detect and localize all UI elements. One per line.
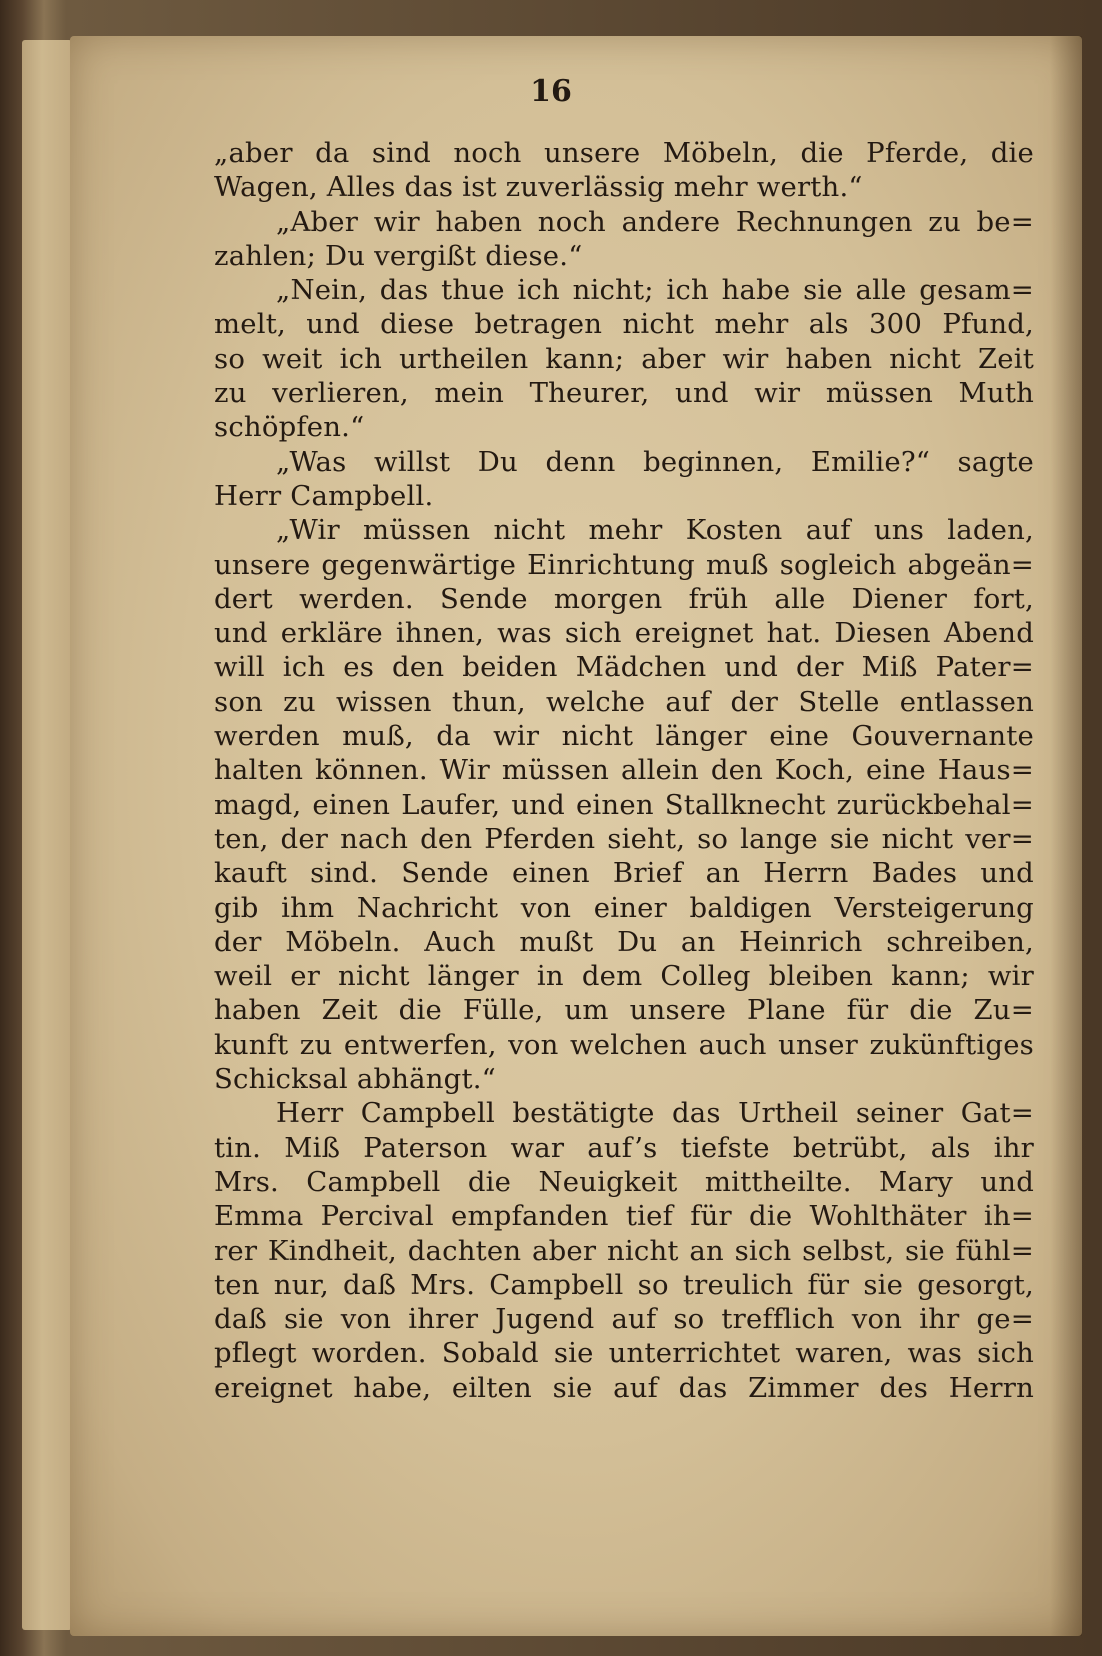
text-line: son zu wissen thun, welche auf der Stelle entlassen	[214, 685, 1034, 718]
page-edge	[22, 40, 72, 1630]
text-line: zahlen; Du vergißt diese.“	[214, 239, 583, 272]
text-line: Mrs. Campbell die Neuigkeit mittheilte. Mary und	[214, 1165, 1034, 1198]
text-line: „Aber wir haben noch andere Rechnungen zu be=	[276, 205, 1034, 238]
text-line: „Wir müssen nicht mehr Kosten auf uns laden,	[276, 514, 1034, 547]
text-line: weil er nicht länger in dem Colleg bleiben kann; wir	[214, 960, 1034, 993]
text-line: zu verlieren, mein Theurer, und wir müssen Muth	[214, 377, 1034, 410]
text-line: ten, der nach den Pferden sieht, so lange sie nicht ver=	[214, 822, 1034, 855]
text-line: daß sie von ihrer Jugend auf so trefflich von ihr ge=	[214, 1303, 1034, 1336]
text-line: so weit ich urtheilen kann; aber wir haben nicht Zeit	[214, 342, 1034, 375]
page-gutter-shadow	[1050, 36, 1082, 1636]
text-line: haben Zeit die Fülle, um unsere Plane für die Zu=	[214, 994, 1034, 1027]
text-line: halten können. Wir müssen allein den Koch, eine Haus=	[214, 754, 1034, 787]
text-line: Emma Percival empfanden tief für die Wohlthäter ih=	[214, 1200, 1034, 1233]
text-line: kunft zu entwerfen, von welchen auch unser zukünftiges	[214, 1028, 1034, 1061]
text-line: der Möbeln. Auch mußt Du an Heinrich schreiben,	[214, 925, 1034, 958]
page-number: 16	[530, 74, 572, 109]
text-line: melt, und diese betragen nicht mehr als 300 Pfund,	[214, 308, 1034, 341]
text-line: „Was willst Du denn beginnen, Emilie?“ sagte	[276, 445, 1034, 478]
text-line: dert werden. Sende morgen früh alle Diener fort,	[214, 582, 1034, 615]
text-line: kauft sind. Sende einen Brief an Herrn Bades und	[214, 857, 1034, 890]
text-line: schöpfen.“	[214, 411, 365, 444]
text-line: magd, einen Laufer, und einen Stallknecht zurückbehal=	[214, 788, 1034, 821]
text-line: will ich es den beiden Mädchen und der Miß Pater=	[214, 651, 1034, 684]
text-line: tin. Miß Paterson war auf’s tiefste betrübt, als ihr	[214, 1131, 1034, 1164]
text-line: rer Kindheit, dachten aber nicht an sich selbst, sie fühl=	[214, 1234, 1034, 1267]
body-text	[214, 136, 1034, 1405]
text-line: ereignet habe, eilten sie auf das Zimmer des Herrn	[214, 1371, 1034, 1404]
text-line: Wagen, Alles das ist zuverlässig mehr werth.“	[214, 171, 863, 204]
text-line: werden muß, da wir nicht länger eine Gouvernante	[214, 720, 1034, 753]
text-line: Herr Campbell bestätigte das Urtheil seiner Gat=	[276, 1097, 1034, 1130]
text-line: „aber da sind noch unsere Möbeln, die Pferde, die	[214, 137, 1034, 169]
text-line: Herr Campbell.	[214, 479, 434, 512]
text-line: Schicksal abhängt.“	[214, 1063, 496, 1096]
text-line: und erkläre ihnen, was sich ereignet hat. Diesen Abend	[214, 617, 1034, 650]
text-line: ten nur, daß Mrs. Campbell so treulich für sie gesorgt,	[214, 1268, 1034, 1301]
text-line: „Nein, das thue ich nicht; ich habe sie alle gesam=	[276, 274, 1034, 307]
text-line: unsere gegenwärtige Einrichtung muß sogleich abgeän=	[214, 548, 1034, 581]
text-line: pflegt worden. Sobald sie unterrichtet waren, was sich	[214, 1337, 1034, 1370]
text-line: gib ihm Nachricht von einer baldigen Versteigerung	[214, 891, 1034, 924]
